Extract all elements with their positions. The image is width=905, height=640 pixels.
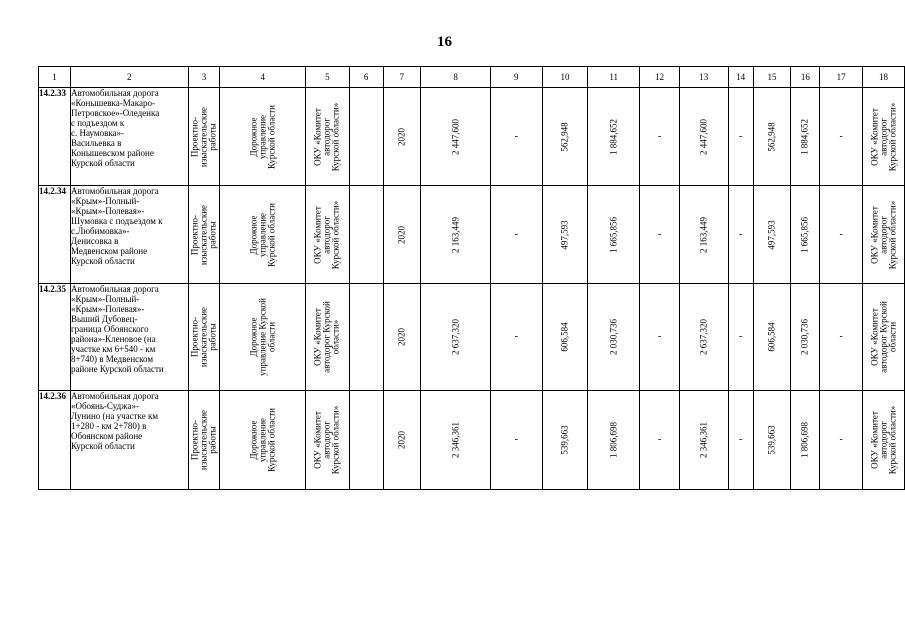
name-line: Автомобильная дорога xyxy=(70,88,159,98)
col-16-text xyxy=(801,422,810,458)
row-code: 14.2.33 xyxy=(39,88,71,186)
year xyxy=(383,391,421,490)
col-11 xyxy=(588,186,640,284)
name-line: районе Курской области xyxy=(70,364,164,374)
header-cell: 13 xyxy=(679,67,728,88)
col-11-text xyxy=(609,119,618,155)
text-line: автодорог xyxy=(878,117,889,156)
text-line: 2020 xyxy=(396,431,407,449)
contractor xyxy=(305,391,349,490)
text-line: изыскательские xyxy=(198,409,209,471)
text-line: изыскательские xyxy=(198,306,209,368)
text-line: 1 806,698 xyxy=(608,422,619,458)
text-line: 1 884,652 xyxy=(799,118,810,155)
name-line: Шумовка с подъездом к xyxy=(70,216,163,226)
header-cell: 5 xyxy=(305,67,349,88)
year-text xyxy=(397,226,406,244)
col-10-text xyxy=(560,425,569,454)
text-line: Курской области» xyxy=(887,200,898,269)
col-13 xyxy=(679,284,728,391)
text-line: 2020 xyxy=(396,328,407,346)
text-line: 562,948 xyxy=(559,121,570,152)
text-line: ОКУ «Комитет xyxy=(312,107,323,166)
customer-text xyxy=(249,408,276,472)
col-11 xyxy=(588,88,640,186)
col-9 xyxy=(490,284,542,391)
row-code: 14.2.35 xyxy=(39,284,71,391)
total-amount-text xyxy=(451,319,460,355)
name-line: Денисовка в xyxy=(70,236,119,246)
text-line: 2 637,320 xyxy=(698,319,709,355)
col-11-text xyxy=(609,217,618,253)
dash-mark: - xyxy=(839,130,843,142)
col-15-text xyxy=(767,122,776,151)
text-line: 2 346,361 xyxy=(450,422,461,458)
name-line: с подъездом к xyxy=(70,118,125,128)
col-15 xyxy=(753,391,791,490)
header-cell: 1 xyxy=(39,67,71,88)
text-line: изыскательские xyxy=(198,204,209,265)
text-line: 606,584 xyxy=(766,322,777,352)
dash-mark: - xyxy=(839,228,843,240)
name-line: граница Обоянского xyxy=(70,324,149,334)
dash-mark: - xyxy=(657,228,662,240)
dash-mark: - xyxy=(738,434,743,445)
responsible-text xyxy=(870,301,897,373)
col-17 xyxy=(820,88,863,186)
text-line: Курской области» xyxy=(330,200,341,269)
work-type xyxy=(188,88,220,186)
dash-mark: - xyxy=(514,331,518,342)
text-line: изыскательские xyxy=(198,106,209,167)
dash-mark: - xyxy=(839,434,843,445)
col-11 xyxy=(588,284,640,391)
name-line: Курской области xyxy=(70,256,135,266)
col-6 xyxy=(349,284,383,391)
col-13-text xyxy=(699,319,708,355)
text-line: 606,584 xyxy=(559,322,570,352)
col-12 xyxy=(640,284,680,391)
row-code: 14.2.36 xyxy=(39,391,71,490)
text-line: управление Курской xyxy=(257,298,268,376)
text-line: Дорожное xyxy=(248,420,259,460)
name-line: «Обоянь-Суджа»- xyxy=(70,401,139,411)
table-row xyxy=(39,284,905,391)
text-line: 2 637,320 xyxy=(450,319,461,355)
name-line: «Крым»-Полевая»- xyxy=(70,206,145,216)
total-amount-text xyxy=(451,422,460,458)
text-line: Курской области» xyxy=(330,102,341,171)
year xyxy=(383,284,421,391)
text-line: ОКУ «Комитет xyxy=(869,205,880,264)
header-row xyxy=(39,67,905,88)
text-line: Дорожное xyxy=(248,116,259,157)
text-line: ОКУ «Комитет xyxy=(869,107,880,166)
col-13-text xyxy=(699,119,708,155)
col-17 xyxy=(820,284,863,391)
name-line: «Крым»-Полевая»- xyxy=(70,304,145,314)
row-name xyxy=(70,186,188,284)
text-line: Проектно- xyxy=(189,214,200,255)
name-line: 8+740) в Медвенском xyxy=(70,354,154,364)
col-15-text xyxy=(767,220,776,249)
customer xyxy=(220,284,306,391)
col-6 xyxy=(349,391,383,490)
work-type xyxy=(188,284,220,391)
total-amount-text xyxy=(451,119,460,155)
text-line: автодорог xyxy=(321,215,332,254)
text-line: 1 665,856 xyxy=(608,216,619,253)
dash-mark: - xyxy=(514,228,518,240)
page-number: 16 xyxy=(437,34,452,50)
col-16-text xyxy=(801,119,810,155)
dash-mark: - xyxy=(657,331,662,342)
col-17 xyxy=(820,391,863,490)
contractor-text xyxy=(314,200,341,268)
header-cell: 9 xyxy=(490,67,542,88)
name-line: Лунино (на участке км xyxy=(70,411,159,421)
row-name xyxy=(70,88,188,186)
name-line: с.Любимовка»- xyxy=(70,226,130,236)
dash-mark: - xyxy=(738,130,743,142)
header-cell: 11 xyxy=(588,67,640,88)
text-line: Дорожное xyxy=(248,317,259,357)
col-13 xyxy=(679,88,728,186)
header-cell: 6 xyxy=(349,67,383,88)
col-6 xyxy=(349,88,383,186)
text-line: управление xyxy=(257,212,268,257)
work-type-text xyxy=(191,410,218,470)
col-17 xyxy=(820,186,863,284)
header-cell: 3 xyxy=(188,67,220,88)
text-line: 2 163,449 xyxy=(450,216,461,253)
header-cell: 7 xyxy=(383,67,421,88)
text-line: Проектно- xyxy=(189,316,200,358)
name-line: Обоянском районе xyxy=(70,431,143,441)
name-line: Автомобильная дорога xyxy=(70,284,159,294)
row-code: 14.2.34 xyxy=(39,186,71,284)
header-cell: 15 xyxy=(753,67,791,88)
text-line: управление xyxy=(257,114,268,159)
row-name xyxy=(70,284,188,391)
contractor xyxy=(305,88,349,186)
row-name xyxy=(70,391,188,490)
work-type-text xyxy=(191,307,218,367)
text-line: 2 447,600 xyxy=(450,118,461,155)
total-amount xyxy=(421,391,491,490)
name-line: «Крым»-Полный- xyxy=(70,294,140,304)
col-15-text xyxy=(767,322,776,351)
text-line: 2 030,736 xyxy=(608,319,619,355)
text-line: Курской области xyxy=(266,104,277,169)
responsible-text xyxy=(870,102,897,170)
col-12 xyxy=(640,186,680,284)
name-line: «Крым»-Полный- xyxy=(70,196,140,206)
col-16 xyxy=(791,391,820,490)
col-11-text xyxy=(609,422,618,458)
col-16-text xyxy=(801,217,810,253)
table-row xyxy=(39,186,905,284)
text-line: ОКУ «Комитет xyxy=(312,411,323,469)
col-12 xyxy=(640,391,680,490)
col-9 xyxy=(490,186,542,284)
responsible xyxy=(863,284,905,391)
text-line: 2 163,449 xyxy=(698,216,709,253)
col-16 xyxy=(791,284,820,391)
name-line: Автомобильная дорога xyxy=(70,186,159,196)
header-cell: 2 xyxy=(70,67,188,88)
year xyxy=(383,186,421,284)
text-line: 2020 xyxy=(396,127,407,146)
dash-mark: - xyxy=(514,434,518,445)
header-cell: 16 xyxy=(791,67,820,88)
year-text xyxy=(397,431,406,449)
name-line: участке км 6+540 - км xyxy=(70,344,156,354)
col-13 xyxy=(679,391,728,490)
text-line: 2 447,600 xyxy=(698,118,709,155)
customer-text xyxy=(249,298,276,376)
text-line: 2 030,736 xyxy=(799,319,810,355)
year-text xyxy=(397,328,406,346)
text-line: ОКУ «Комитет xyxy=(869,411,880,469)
header-cell: 18 xyxy=(863,67,905,88)
col-15 xyxy=(753,284,791,391)
col-15 xyxy=(753,186,791,284)
name-line: Медвенском районе xyxy=(70,246,148,256)
text-line: Дорожное xyxy=(248,214,259,255)
responsible xyxy=(863,186,905,284)
text-line: автодорог Курской xyxy=(321,301,332,373)
table-row xyxy=(39,391,905,490)
col-14 xyxy=(728,88,753,186)
text-line: ОКУ «Комитет xyxy=(869,308,880,366)
text-line: 539,663 xyxy=(559,425,570,455)
text-line: 2 346,361 xyxy=(698,422,709,458)
col-10 xyxy=(542,88,588,186)
customer xyxy=(220,186,306,284)
text-line: работы xyxy=(207,323,218,351)
col-10 xyxy=(542,186,588,284)
responsible xyxy=(863,391,905,490)
text-line: 497,593 xyxy=(559,219,570,250)
text-line: 562,948 xyxy=(766,121,777,152)
header-cell: 10 xyxy=(542,67,588,88)
header-cell: 17 xyxy=(820,67,863,88)
col-10-text xyxy=(560,220,569,249)
contractor-text xyxy=(314,301,341,373)
col-13-text xyxy=(699,422,708,458)
name-line: с. Наумовка»- xyxy=(70,128,125,138)
responsible-text xyxy=(870,200,897,268)
col-13 xyxy=(679,186,728,284)
header-cell: 8 xyxy=(421,67,491,88)
col-14 xyxy=(728,284,753,391)
text-line: 2020 xyxy=(396,225,407,244)
name-line: Выший Дубовец- xyxy=(70,314,138,324)
dash-mark: - xyxy=(657,130,662,142)
name-line: района»-Кленовое (на xyxy=(70,334,156,344)
text-line: Проектно- xyxy=(189,116,200,157)
col-10-text xyxy=(560,122,569,151)
text-line: Проектно- xyxy=(189,419,200,461)
text-line: Курской области» xyxy=(330,405,341,475)
text-line: ОКУ «Комитет xyxy=(312,308,323,366)
text-line: работы xyxy=(207,426,218,454)
text-line: области» xyxy=(330,319,341,355)
responsible-text xyxy=(870,406,897,474)
col-13-text xyxy=(699,217,708,253)
text-line: Курской области xyxy=(266,408,277,472)
responsible xyxy=(863,88,905,186)
text-line: работы xyxy=(207,122,218,151)
customer-text xyxy=(249,203,276,267)
col-9 xyxy=(490,391,542,490)
col-6 xyxy=(349,186,383,284)
col-15 xyxy=(753,88,791,186)
work-type-text xyxy=(191,106,218,166)
text-line: 539,663 xyxy=(766,425,777,455)
col-16-text xyxy=(801,319,810,355)
header-cell: 4 xyxy=(220,67,306,88)
name-line: 1+280 - км 2+780) в xyxy=(70,421,147,431)
col-10 xyxy=(542,391,588,490)
header-cell: 14 xyxy=(728,67,753,88)
dash-mark: - xyxy=(839,331,843,342)
col-16 xyxy=(791,88,820,186)
text-line: работы xyxy=(207,220,218,249)
text-line: управление xyxy=(257,417,268,463)
text-line: 497,593 xyxy=(766,219,777,250)
name-line: Васильевка в xyxy=(70,138,122,148)
name-line: Курской области xyxy=(70,441,135,451)
text-line: автодорог xyxy=(878,215,889,254)
dash-mark: - xyxy=(738,228,743,240)
dash-mark: - xyxy=(514,130,518,142)
text-line: 1 806,698 xyxy=(799,422,810,458)
work-type xyxy=(188,186,220,284)
col-14 xyxy=(728,391,753,490)
dash-mark: - xyxy=(657,434,662,445)
col-15-text xyxy=(767,425,776,454)
name-line: Петровское»-Оледенка xyxy=(70,108,160,118)
contractor-text xyxy=(314,102,341,170)
customer-text xyxy=(249,105,276,169)
col-11-text xyxy=(609,319,618,355)
text-line: Курской области» xyxy=(887,102,898,171)
col-11 xyxy=(588,391,640,490)
program-table xyxy=(38,66,905,490)
name-line: «Конышевка-Макаро- xyxy=(70,98,156,108)
total-amount xyxy=(421,284,491,391)
text-line: 1 884,652 xyxy=(608,118,619,155)
total-amount xyxy=(421,186,491,284)
col-16 xyxy=(791,186,820,284)
text-line: автодорог xyxy=(321,117,332,156)
text-line: области xyxy=(266,321,277,353)
text-line: Курской области xyxy=(266,202,277,267)
customer xyxy=(220,391,306,490)
year-text xyxy=(397,128,406,146)
contractor xyxy=(305,186,349,284)
text-line: ОКУ «Комитет xyxy=(312,205,323,264)
col-10-text xyxy=(560,322,569,351)
year xyxy=(383,88,421,186)
contractor xyxy=(305,284,349,391)
table-row xyxy=(39,88,905,186)
customer xyxy=(220,88,306,186)
text-line: Курской области» xyxy=(887,405,898,475)
total-amount xyxy=(421,88,491,186)
col-12 xyxy=(640,88,680,186)
total-amount-text xyxy=(451,217,460,253)
name-line: Автомобильная дорога xyxy=(70,391,159,401)
text-line: области xyxy=(887,321,898,353)
text-line: автодорог xyxy=(878,421,889,459)
col-9 xyxy=(490,88,542,186)
header-cell: 12 xyxy=(640,67,680,88)
contractor-text xyxy=(314,406,341,474)
text-line: 1 665,856 xyxy=(799,216,810,253)
text-line: автодорог xyxy=(321,421,332,459)
name-line: Курской области xyxy=(70,158,135,168)
dash-mark: - xyxy=(738,331,743,342)
work-type-text xyxy=(191,204,218,264)
col-14 xyxy=(728,186,753,284)
work-type xyxy=(188,391,220,490)
name-line: Конышевском районе xyxy=(70,148,154,158)
text-line: автодорог Курской xyxy=(878,301,889,373)
col-10 xyxy=(542,284,588,391)
